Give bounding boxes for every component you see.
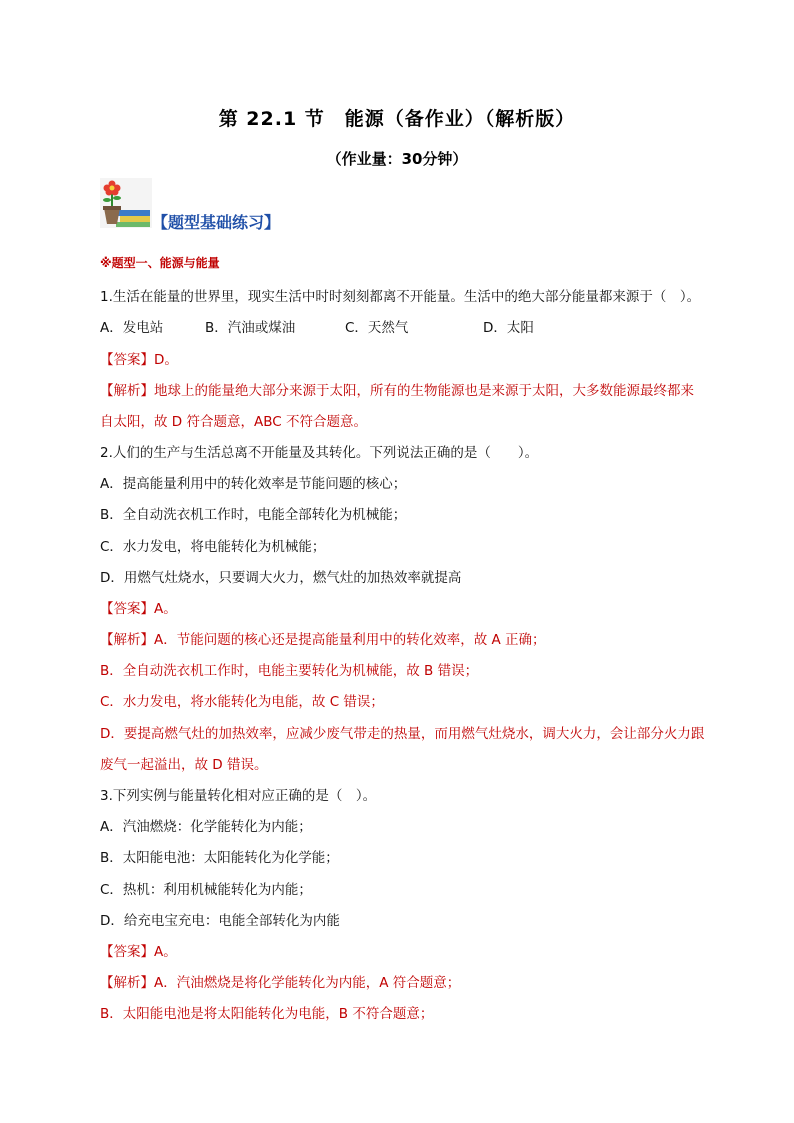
q1-stem: 1.生活在能量的世界里，现实生活中时时刻刻都离不开能量。生活中的绝大部分能量都来源于（ ）。: [100, 289, 701, 305]
q1-analysis-line-1: [100, 379, 694, 399]
analysis-text: 地球上的能量绝大部分来源于太阳，所有的生物能源也是来源于太阳，大多数能源最终都来: [154, 383, 694, 399]
analysis-tag: 【解析】: [100, 632, 154, 648]
q1-option-c: C．天然气: [345, 320, 409, 336]
q3-option-d: D．给充电宝充电：电能全部转化为内能: [100, 913, 340, 929]
answer-value: A。: [154, 601, 177, 617]
answer-tag: 【答案】: [100, 944, 154, 960]
q3-option-b: B．太阳能电池：太阳能转化为化学能；: [100, 850, 339, 866]
q1-answer: [100, 348, 178, 368]
q3-analysis-line-1: [100, 971, 460, 991]
analysis-text: A．汽油燃烧是将化学能转化为内能，A 符合题意；: [154, 975, 461, 991]
q2-option-d: D．用燃气灶烧水，只要调大火力，燃气灶的加热效率就提高: [100, 570, 462, 586]
page-subtitle: （作业量：30分钟）: [326, 150, 468, 168]
answer-tag: 【答案】: [100, 601, 154, 617]
q2-stem: 2.人们的生产与生活总离不开能量及其转化。下列说法正确的是（ ）。: [100, 445, 539, 461]
question-type-heading: ※题型一、能源与能量: [100, 256, 220, 270]
analysis-tag: 【解析】: [100, 975, 154, 991]
answer-value: A。: [154, 944, 177, 960]
analysis-text: A．节能问题的核心还是提高能量利用中的转化效率，故 A 正确；: [154, 632, 546, 648]
q2-analysis-line-1: [100, 628, 546, 648]
q3-analysis-line-2: B．太阳能电池是将太阳能转化为电能，B 不符合题意；: [100, 1006, 434, 1022]
q3-answer: [100, 940, 177, 960]
q2-answer: [100, 597, 177, 617]
answer-tag: 【答案】: [100, 352, 154, 368]
q1-option-a: A．发电站: [100, 320, 164, 336]
q3-option-c: C．热机：利用机械能转化为内能；: [100, 882, 312, 898]
flower-pot-books-icon: [100, 178, 152, 228]
q3-stem: 3.下列实例与能量转化相对应正确的是（ ）。: [100, 788, 377, 804]
q2-analysis-line-5: 废气一起溢出，故 D 错误。: [100, 757, 268, 773]
q1-analysis-line-2: 自太阳，故 D 符合题意，ABC 不符合题意。: [100, 414, 367, 430]
analysis-tag: 【解析】: [100, 383, 154, 399]
q2-option-b: B．全自动洗衣机工作时，电能全部转化为机械能；: [100, 507, 407, 523]
q2-option-c: C．水力发电，将电能转化为机械能；: [100, 539, 326, 555]
q3-option-a: A．汽油燃烧：化学能转化为内能；: [100, 819, 312, 835]
q2-analysis-line-2: B．全自动洗衣机工作时，电能主要转化为机械能，故 B 错误；: [100, 663, 479, 679]
page-title: 第 22.1 节 能源（备作业）（解析版）: [218, 108, 576, 130]
q1-option-b: B．汽油或煤油: [205, 320, 296, 336]
section-title: 【题型基础练习】: [152, 213, 281, 232]
q1-option-d: D．太阳: [483, 320, 534, 336]
q1-options: [100, 316, 534, 336]
answer-value: D。: [154, 352, 178, 368]
q2-analysis-line-3: C．水力发电，将水能转化为电能，故 C 错误；: [100, 694, 384, 710]
q2-option-a: A．提高能量利用中的转化效率是节能问题的核心；: [100, 476, 407, 492]
q2-analysis-line-4: D．要提高燃气灶的加热效率，应减少废气带走的热量，而用燃气灶烧水，调大火力，会让部分火力跟: [100, 726, 705, 742]
